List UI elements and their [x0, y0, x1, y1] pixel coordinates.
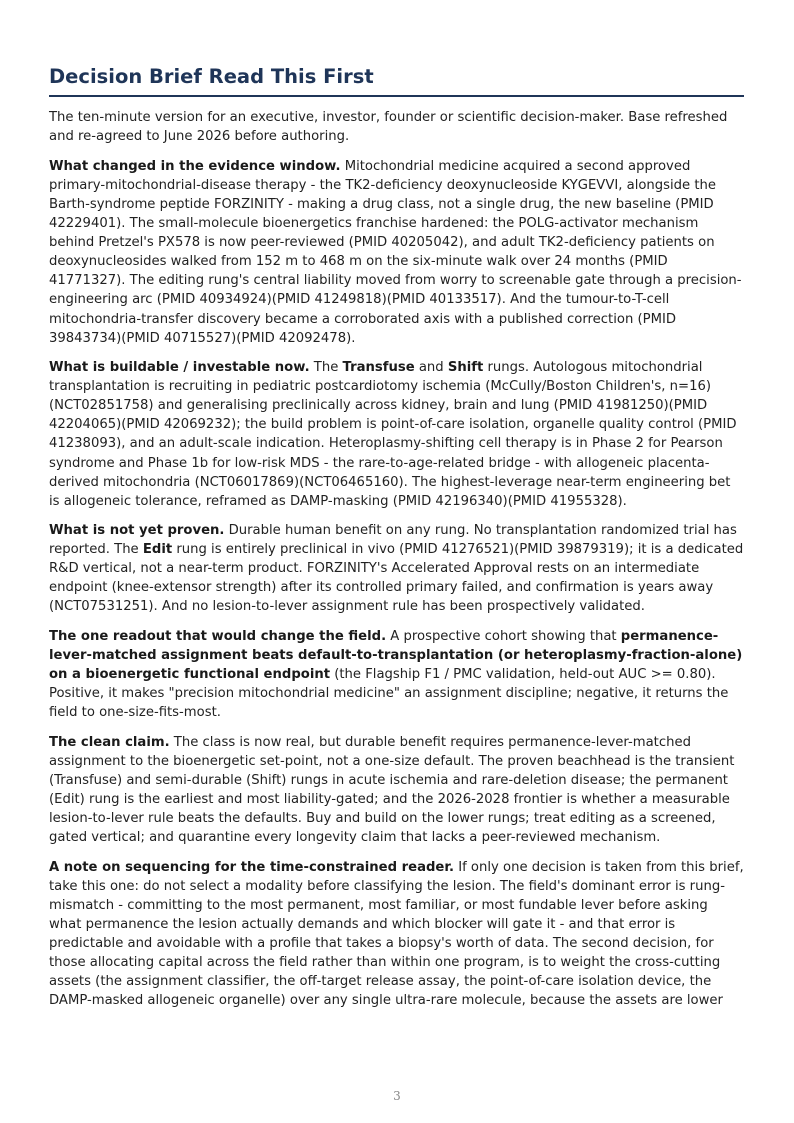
emphasis-term: Shift — [447, 360, 484, 376]
section-body: The class is now real, but durable benefit requires permanence-lever-matched assignment to the bioenergetic set-point, not a one-size default. The proven beachhead is the transient (Transfuse) and semi-durable (Shift) rungs in acute ischemia and rare-deletion disease; the permanent (Edit) rung is the earliest and most liability-gated; and the 2026-2028 frontier is whether a measurable lesion-to-lever rule beats the defaults. Buy and build on the lower rungs; treat editing as a screened, gated vertical; and quarantine every longevity claim that lacks a peer-reviewed mechanism. — [49, 734, 735, 846]
section-heading: What is buildable / investable now. — [49, 360, 310, 376]
section-body: If only one decision is taken from this brief, take this one: do not select a modality before classifying the lesion. The field's dominant error is rung-mismatch - committing to the most permanent, most familiar, or most fundable lever before asking what permanence the lesion actually demands and which blocker will gate it - and that error is predictable and avoidable with a profile that takes a biopsy's worth of data. The second decision, for those allocating capital across the field rather than within one program, is to weight the cross-cutting assets (the assignment classifier, the off-target release assay, the point-of-care isolation device, the DAMP-masked allogeneic organelle) over any single ultra-rare molecule, because the assets are lower — [49, 859, 744, 1009]
page-number: 3 — [393, 1089, 401, 1103]
section-body: rungs. Autologous mitochondrial transplantation is recruiting in pediatric postcardiotomy ischemia (McCully/Boston Children's, n=16) (NCT02851758) and generalising preclinically across kidney, brain and lung (PMID 41981250)(PMID 42204065)(PMID 42069232); the build problem is point-of-care isolation, organelle quality control (PMID 41238093), and an adult-scale indication. Heteroplasmy-shifting cell therapy is in Phase 2 for Pearson syndrome and Phase 1b for low-risk MDS - the rare-to-age-related bridge - with allogeneic placenta-derived mitochondria (NCT06017869)(NCT06465160). The highest-leverage near-term engineering bet is allogeneic tolerance, reframed as DAMP-masking (PMID 42196340)(PMID 41955328). — [49, 360, 737, 509]
section-body: (the Flagship F1 / PMC validation, held-out AUC >= 0.80). Positive, it makes "precision mitochondrial medicine" an assignment discipline; negative, it returns the field to one-size-fits-most. — [49, 667, 729, 721]
section-body: rung is entirely preclinical in vivo (PMID 41276521)(PMID 39879319); it is a dedicated R&D vertical, not a near-term product. FORZINITY's Accelerated Approval rests on an intermediate endpoint (knee-extensor strength) after its controlled primary failed, and confirmation is years away (NCT07531251). And no lesion-to-lever assignment rule has been prospectively validated. — [49, 542, 744, 615]
emphasis-term: Transfuse — [342, 360, 415, 376]
section-body: Mitochondrial medicine acquired a second approved primary-mitochondrial-disease therapy - the TK2-deficiency deoxynucleoside KYGEVVI, alongside the Barth-syndrome peptide FORZINITY - making a drug class, not a single drug, the new baseline (PMID 42229401). The small-molecule bioenergetics franchise hardened: the POLG-activator mechanism behind Pretzel's PX578 is now peer-reviewed (PMID 40205042), and adult TK2-deficiency patients on deoxynucleosides walked from 152 m to 468 m on the six-minute walk over 24 months (PMID 41771327). The editing rung's central liability moved from worry to screenable gate through a precision-engineering arc (PMID 40934924)(PMID 41249818)(PMID 40133517). And the tumour-to-T-cell mitochondria-transfer discovery became a corroborated axis with a published correction (PMID 39843734)(PMID 40715527)(PMID 42092478). — [49, 158, 742, 346]
section-heading: What changed in the evidence window. — [49, 158, 341, 174]
section-heading: The one readout that would change the field. — [49, 628, 387, 644]
section-heading: What is not yet proven. — [49, 523, 225, 539]
section-body: and — [414, 360, 448, 376]
page-title: Decision Brief Read This First — [49, 64, 744, 97]
document-page — [49, 64, 744, 1021]
section-sequencing — [49, 858, 744, 1011]
section-heading: The clean claim. — [49, 734, 170, 750]
section-body: Durable human benefit on any rung. No transplantation randomized trial has reported. The — [49, 523, 737, 558]
section-buildable — [49, 358, 744, 511]
section-not-proven — [49, 521, 744, 616]
section-heading: A note on sequencing for the time-constrained reader. — [49, 859, 455, 875]
emphasis-term: Edit — [142, 542, 173, 558]
section-body: The — [309, 360, 343, 376]
section-readout — [49, 627, 744, 722]
section-body: A prospective cohort showing that — [386, 628, 621, 644]
emphasis-term: permanence-lever-matched assignment beats default-to-transplantation (or heteroplasmy-fraction-alone) on a bioenergetic functional endpoint — [49, 628, 743, 683]
section-evidence-window — [49, 157, 744, 348]
intro-paragraph: The ten-minute version for an executive, investor, founder or scientific decision-maker. Base refreshed and re-agreed to June 2026 before authoring. — [49, 110, 728, 145]
section-clean-claim — [49, 733, 744, 848]
